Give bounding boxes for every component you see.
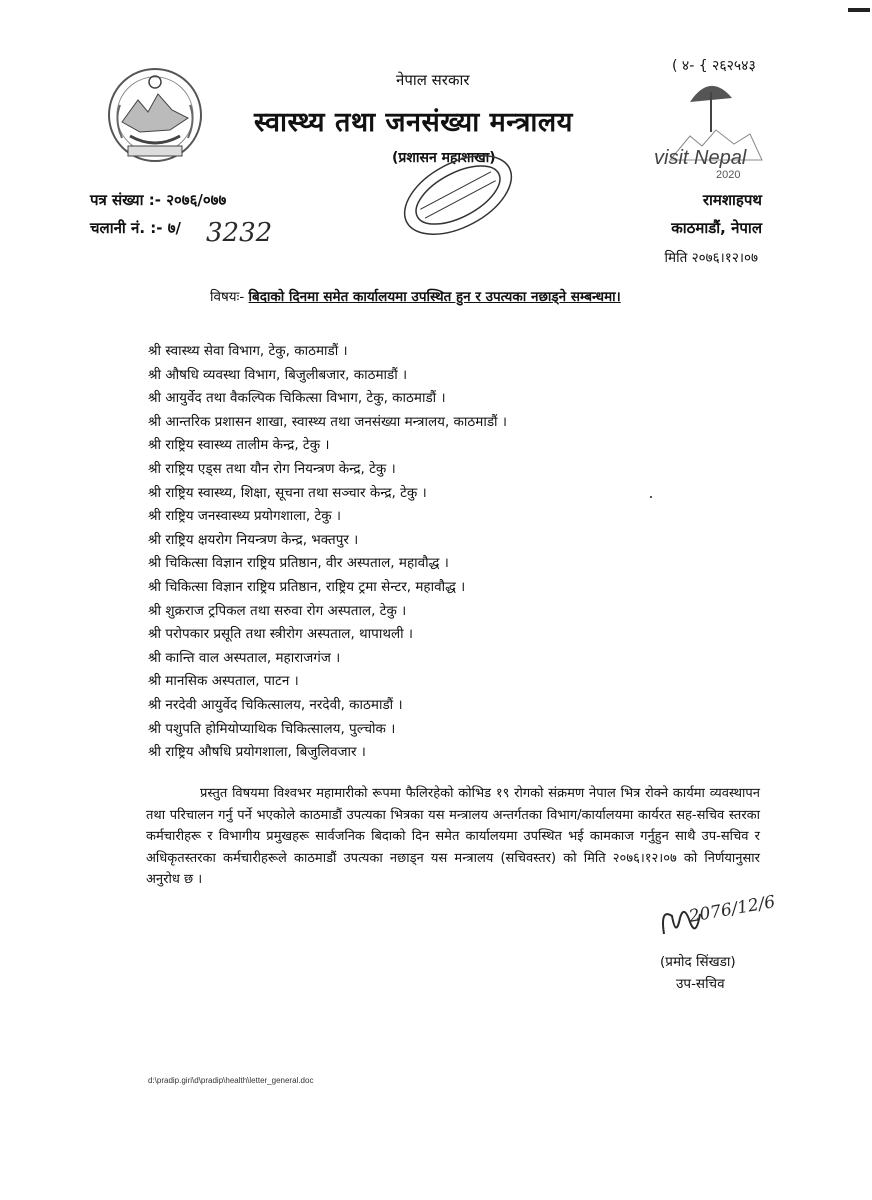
recipient-item: श्री राष्ट्रिय स्वास्थ्य तालीम केन्द्र, टेकु । xyxy=(148,437,330,454)
subject-label: विषयः- xyxy=(210,289,245,305)
address-street: रामशाहपथ xyxy=(702,191,762,209)
reference-code: ( ४- { २६२५४३ xyxy=(672,58,756,74)
recipient-item: श्री राष्ट्रिय जनस्वास्थ्य प्रयोगशाला, टेकु । xyxy=(148,508,342,525)
signer-name: (प्रमोद सिंखडा) xyxy=(660,954,736,970)
visit-nepal-year: 2020 xyxy=(716,169,741,181)
ministry-title: स्वास्थ्य तथा जनसंख्या मन्त्रालय xyxy=(254,107,573,138)
dispatch-number-handwritten xyxy=(202,215,312,249)
recipient-list xyxy=(148,340,507,765)
recipient-item: श्री चिकित्सा विज्ञान राष्ट्रिय प्रतिष्ठान, वीर अस्पताल, महावौद्ध । xyxy=(148,555,449,572)
svg-text:2076/12/6: 2076/12/6 xyxy=(687,892,777,927)
recipient-item: श्री चिकित्सा विज्ञान राष्ट्रिय प्रतिष्ठान, राष्ट्रिय ट्रमा सेन्टर, महावौद्ध । xyxy=(148,578,466,595)
recipient-item: श्री औषधि व्यवस्था विभाग, बिजुलीबजार, काठमाडौं । xyxy=(148,366,408,383)
division-name: (प्रशासन महाशाखा) xyxy=(392,150,496,166)
visit-nepal-umbrella-icon xyxy=(650,72,770,182)
recipient-item: श्री पशुपति होमियोप्याथिक चिकित्सालय, पुल्चोक । xyxy=(148,720,396,737)
subject-line xyxy=(210,287,621,305)
signer-title: उप-सचिव xyxy=(676,976,725,992)
letter-number: पत्र संख्या :- २०७६/०७७ xyxy=(90,191,227,209)
recipient-item: श्री राष्ट्रिय स्वास्थ्य, शिक्षा, सूचना तथा सञ्चार केन्द्र, टेकु । xyxy=(148,484,427,501)
recipient-item: श्री शुक्रराज ट्रपिकल तथा सरुवा रोग अस्पताल, टेकु । xyxy=(148,602,407,619)
visit-nepal-logo xyxy=(650,72,770,182)
recipient-item: श्री आयुर्वेद तथा वैकल्पिक चिकित्सा विभाग, टेकु, काठमाडौं । xyxy=(148,390,446,407)
svg-text:3232: 3232 xyxy=(206,218,273,248)
letter-date: मिति २०७६।१२।०७ xyxy=(664,250,758,266)
recipient-item: श्री कान्ति वाल अस्पताल, महाराजगंज । xyxy=(148,649,341,666)
recipient-item: श्री आन्तरिक प्रशासन शाखा, स्वास्थ्य तथा जनसंख्या मन्त्रालय, काठमाडौं । xyxy=(148,413,507,430)
government-name: नेपाल सरकार xyxy=(396,71,470,89)
handwritten-signature xyxy=(650,888,800,958)
visit-nepal-text: visit Nepal xyxy=(654,147,747,169)
file-path-footer: d:\pradip.giri\d\pradip\health\letter_general.doc xyxy=(148,1076,314,1085)
dispatch-number-label: चलानी नं. :- ७/ xyxy=(90,219,181,237)
recipient-item: श्री स्वास्थ्य सेवा विभाग, टेकु, काठमाडौं । xyxy=(148,343,348,359)
recipient-item: श्री राष्ट्रिय औषधि प्रयोगशाला, बिजुलिवजार । xyxy=(148,744,366,761)
scan-speck xyxy=(650,496,652,498)
nepal-emblem-icon xyxy=(100,60,210,170)
address-city: काठमाडौं, नेपाल xyxy=(671,219,762,237)
recipient-item: श्री राष्ट्रिय क्षयरोग नियन्त्रण केन्द्र, भक्तपुर । xyxy=(148,531,359,548)
office-stamp-icon xyxy=(388,140,528,250)
recipient-item: श्री परोपकार प्रसूति तथा स्त्रीरोग अस्पताल, थापाथली । xyxy=(148,626,414,643)
scan-edge-mark xyxy=(848,8,870,12)
recipient-item: श्री नरदेवी आयुर्वेद चिकित्सालय, नरदेवी, काठमाडौं । xyxy=(148,696,403,713)
recipient-item: श्री राष्ट्रिय एड्स तथा यौन रोग नियन्त्रण केन्द्र, टेकु । xyxy=(148,460,396,477)
subject-text: बिदाको दिनमा समेत कार्यालयमा उपस्थित हुन र उपत्यका नछाड्ने सम्बन्धमा। xyxy=(248,289,621,305)
letter-body-text: प्रस्तुत विषयमा विश्वभर महामारीको रूपमा फैलिरहेको कोभिड १९ रोगको संक्रमण नेपाल भित्र रोक्ने कार्यमा व्यवस्थापन तथा परिचालन गर्नु पर्ने भएकोले काठमाडौं उपत्यका भित्रका यस मन्त्रालय अन्तर्गतका विभाग/कार्यालयमा कार्यरत सह-सचिव स्तरका कर्मचारीहरू र विभागीय प्रमुखहरू सार्वजनिक बिदाको दिन समेत कार्यालयमा उपस्थित भई कामकाज गर्नुहुन साथै उप-सचिव र अधिकृतस्तरका कर्मचारीहरूले काठमाडौं उपत्यका नछाड्न यस मन्त्रालय (सचिवस्तर) को मिति २०७६।१२।०७ को निर्णयानुसार अनुरोध छ । xyxy=(146,786,760,887)
letter-body xyxy=(146,783,760,891)
recipient-item: श्री मानसिक अस्पताल, पाटन । xyxy=(148,673,299,690)
